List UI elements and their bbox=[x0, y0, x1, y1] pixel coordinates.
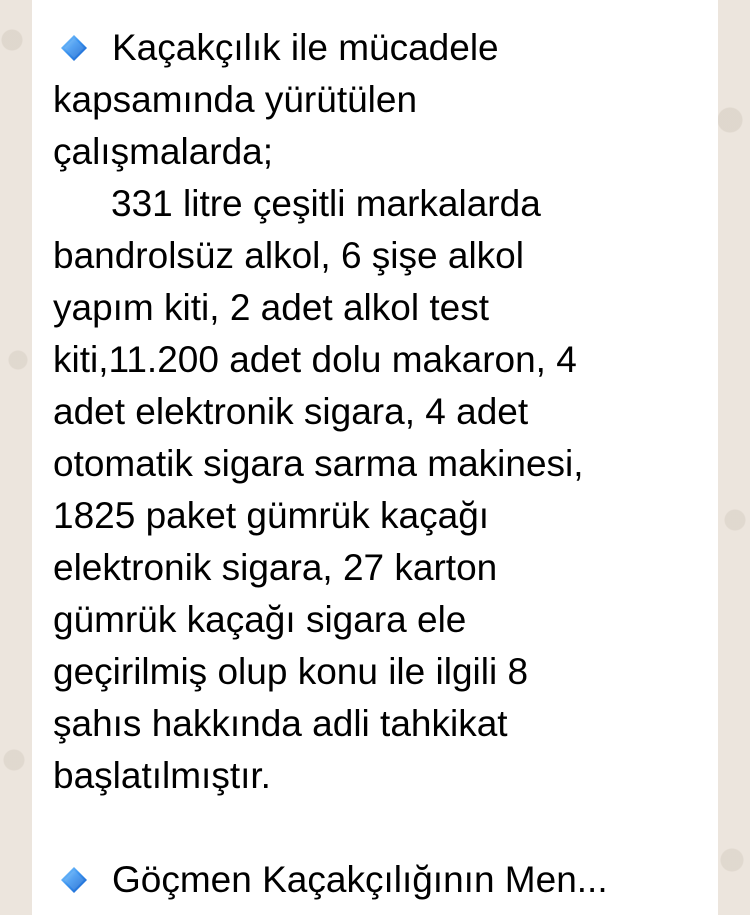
section-1-line-15: başlatılmıştır. bbox=[53, 755, 271, 796]
paragraph-spacer bbox=[53, 802, 703, 854]
section-1-line-5: bandrolsüz alkol, 6 şişe alkol bbox=[53, 235, 524, 276]
blue-diamond-icon bbox=[60, 866, 88, 894]
section-2-heading-line bbox=[53, 854, 703, 906]
section-1-line-12: gümrük kaçağı sigara ele bbox=[53, 599, 467, 640]
blue-diamond-icon bbox=[60, 34, 88, 62]
section-1-line-2: kapsamında yürütülen bbox=[53, 79, 418, 120]
section-1-heading-line bbox=[53, 22, 703, 74]
section-1-line-8: adet elektronik sigara, 4 adet bbox=[53, 391, 529, 432]
section-1-line-4: 331 litre çeşitli markalarda bbox=[111, 183, 541, 224]
section-1-line-14: şahıs hakkında adli tahkikat bbox=[53, 703, 508, 744]
section-1-line-3: çalışmalarda; bbox=[53, 131, 274, 172]
section-1-line-10: 1825 paket gümrük kaçağı bbox=[53, 495, 490, 536]
section-1-line-7: kiti,11.200 adet dolu makaron, 4 bbox=[53, 339, 577, 380]
section-1-line-9: otomatik sigara sarma makinesi, bbox=[53, 443, 584, 484]
section-1-line-6: yapım kiti, 2 adet alkol test bbox=[53, 287, 489, 328]
section-1-line-13: geçirilmiş olup konu ile ilgili 8 bbox=[53, 651, 529, 692]
message-bubble[interactable] bbox=[32, 0, 718, 915]
section-2-heading: Göçmen Kaçakçılığının Men... bbox=[112, 859, 608, 900]
section-1-line-11: elektronik sigara, 27 karton bbox=[53, 547, 498, 588]
section-1-line-1: Kaçakçılık ile mücadele bbox=[112, 27, 499, 68]
message-text bbox=[53, 22, 703, 906]
